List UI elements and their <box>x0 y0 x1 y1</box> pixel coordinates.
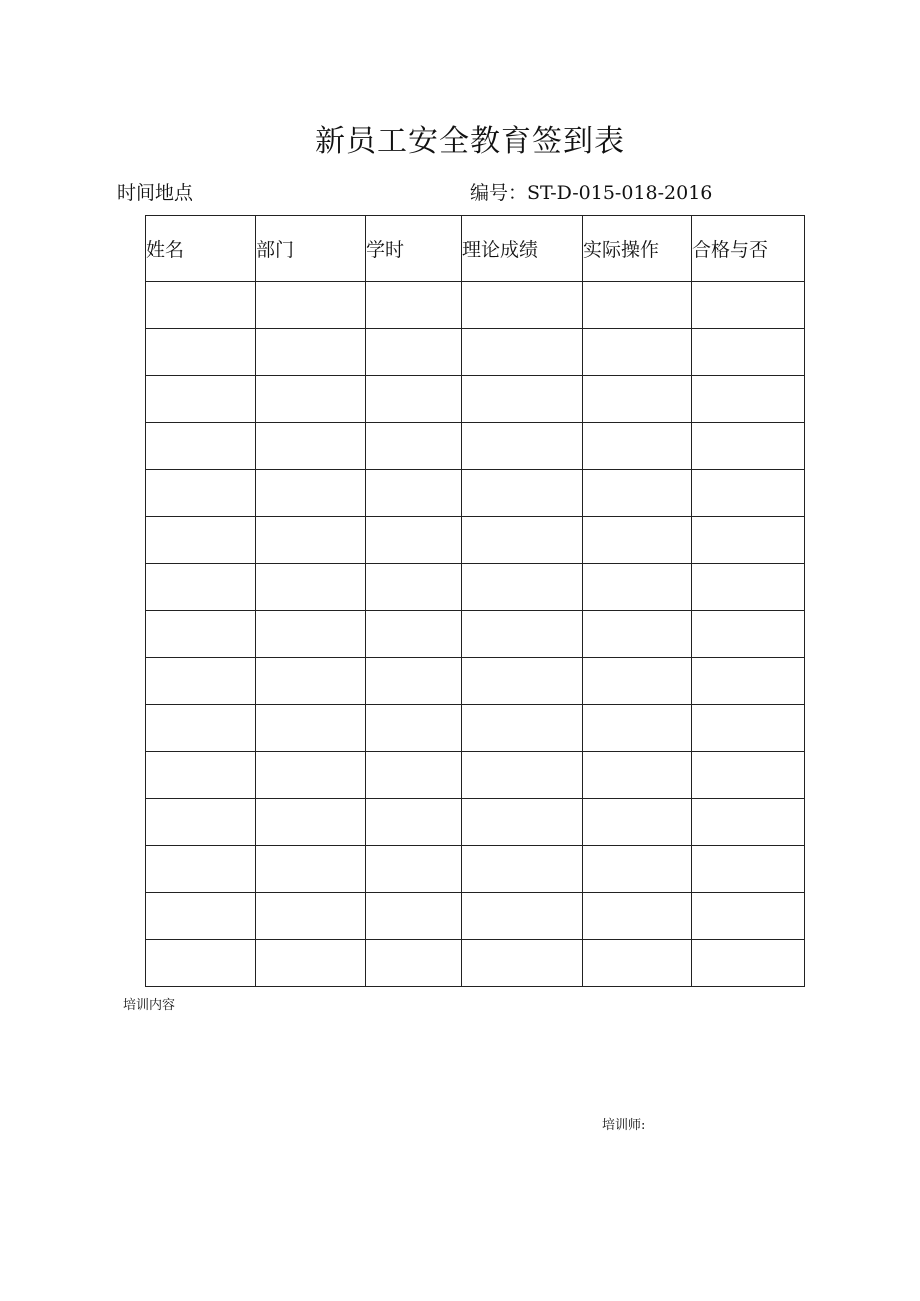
cell-pass[interactable] <box>692 940 805 987</box>
cell-department[interactable] <box>256 940 366 987</box>
cell-name[interactable] <box>146 329 256 376</box>
cell-pass[interactable] <box>692 376 805 423</box>
cell-theory-score[interactable] <box>462 846 583 893</box>
cell-practical[interactable] <box>583 329 692 376</box>
cell-theory-score[interactable] <box>462 893 583 940</box>
table-row <box>146 752 805 799</box>
cell-theory-score[interactable] <box>462 517 583 564</box>
cell-theory-score[interactable] <box>462 329 583 376</box>
cell-practical[interactable] <box>583 893 692 940</box>
cell-name[interactable] <box>146 376 256 423</box>
header-department: 部门 <box>256 216 366 282</box>
cell-theory-score[interactable] <box>462 282 583 329</box>
cell-department[interactable] <box>256 564 366 611</box>
cell-practical[interactable] <box>583 423 692 470</box>
cell-hours[interactable] <box>366 282 462 329</box>
cell-hours[interactable] <box>366 376 462 423</box>
table-row <box>146 329 805 376</box>
time-place-label: 时间地点 <box>117 182 194 204</box>
cell-name[interactable] <box>146 611 256 658</box>
cell-theory-score[interactable] <box>462 799 583 846</box>
cell-pass[interactable] <box>692 611 805 658</box>
cell-department[interactable] <box>256 517 366 564</box>
cell-pass[interactable] <box>692 470 805 517</box>
table-row <box>146 517 805 564</box>
cell-name[interactable] <box>146 846 256 893</box>
cell-theory-score[interactable] <box>462 752 583 799</box>
cell-hours[interactable] <box>366 893 462 940</box>
cell-practical[interactable] <box>583 282 692 329</box>
cell-pass[interactable] <box>692 658 805 705</box>
cell-department[interactable] <box>256 329 366 376</box>
cell-name[interactable] <box>146 517 256 564</box>
document-code: 编号：ST-D-015-018-2016 <box>470 182 713 204</box>
cell-department[interactable] <box>256 705 366 752</box>
cell-hours[interactable] <box>366 611 462 658</box>
cell-department[interactable] <box>256 470 366 517</box>
cell-hours[interactable] <box>366 423 462 470</box>
cell-practical[interactable] <box>583 611 692 658</box>
cell-pass[interactable] <box>692 752 805 799</box>
cell-name[interactable] <box>146 658 256 705</box>
cell-pass[interactable] <box>692 564 805 611</box>
cell-theory-score[interactable] <box>462 564 583 611</box>
cell-theory-score[interactable] <box>462 705 583 752</box>
cell-practical[interactable] <box>583 799 692 846</box>
cell-hours[interactable] <box>366 799 462 846</box>
table-body <box>146 282 805 987</box>
table-row <box>146 940 805 987</box>
cell-hours[interactable] <box>366 705 462 752</box>
cell-hours[interactable] <box>366 846 462 893</box>
cell-hours[interactable] <box>366 564 462 611</box>
cell-hours[interactable] <box>366 940 462 987</box>
cell-practical[interactable] <box>583 517 692 564</box>
table-row <box>146 611 805 658</box>
table-row <box>146 376 805 423</box>
table-row <box>146 282 805 329</box>
cell-hours[interactable] <box>366 470 462 517</box>
header-hours: 学时 <box>366 216 462 282</box>
cell-practical[interactable] <box>583 564 692 611</box>
cell-hours[interactable] <box>366 658 462 705</box>
cell-department[interactable] <box>256 752 366 799</box>
trainer-label: 培训师: <box>602 1118 646 1133</box>
cell-pass[interactable] <box>692 893 805 940</box>
cell-pass[interactable] <box>692 705 805 752</box>
cell-hours[interactable] <box>366 329 462 376</box>
cell-pass[interactable] <box>692 329 805 376</box>
header-practical: 实际操作 <box>583 216 692 282</box>
cell-hours[interactable] <box>366 517 462 564</box>
cell-department[interactable] <box>256 423 366 470</box>
cell-name[interactable] <box>146 282 256 329</box>
cell-theory-score[interactable] <box>462 940 583 987</box>
cell-name[interactable] <box>146 799 256 846</box>
cell-pass[interactable] <box>692 799 805 846</box>
table-row <box>146 564 805 611</box>
cell-name[interactable] <box>146 564 256 611</box>
cell-pass[interactable] <box>692 846 805 893</box>
header-theory-score: 理论成绩 <box>462 216 583 282</box>
page-title: 新员工安全教育签到表 <box>315 124 625 159</box>
table-row <box>146 846 805 893</box>
cell-department[interactable] <box>256 846 366 893</box>
cell-theory-score[interactable] <box>462 470 583 517</box>
cell-practical[interactable] <box>583 376 692 423</box>
cell-name[interactable] <box>146 752 256 799</box>
cell-pass[interactable] <box>692 517 805 564</box>
cell-pass[interactable] <box>692 423 805 470</box>
cell-name[interactable] <box>146 705 256 752</box>
cell-theory-score[interactable] <box>462 423 583 470</box>
table-row <box>146 470 805 517</box>
cell-practical[interactable] <box>583 846 692 893</box>
table-row <box>146 799 805 846</box>
cell-theory-score[interactable] <box>462 611 583 658</box>
header-name: 姓名 <box>146 216 256 282</box>
table-row <box>146 893 805 940</box>
cell-practical[interactable] <box>583 940 692 987</box>
sign-in-table <box>145 215 805 987</box>
cell-department[interactable] <box>256 799 366 846</box>
cell-name[interactable] <box>146 893 256 940</box>
table-row <box>146 705 805 752</box>
cell-pass[interactable] <box>692 282 805 329</box>
cell-name[interactable] <box>146 423 256 470</box>
cell-name[interactable] <box>146 940 256 987</box>
cell-practical[interactable] <box>583 470 692 517</box>
cell-department[interactable] <box>256 893 366 940</box>
cell-name[interactable] <box>146 470 256 517</box>
cell-department[interactable] <box>256 376 366 423</box>
header-pass: 合格与否 <box>692 216 805 282</box>
cell-department[interactable] <box>256 658 366 705</box>
table-row <box>146 423 805 470</box>
cell-department[interactable] <box>256 611 366 658</box>
table-header-row <box>146 216 805 282</box>
cell-practical[interactable] <box>583 752 692 799</box>
table-row <box>146 658 805 705</box>
cell-theory-score[interactable] <box>462 658 583 705</box>
cell-practical[interactable] <box>583 658 692 705</box>
cell-department[interactable] <box>256 282 366 329</box>
cell-practical[interactable] <box>583 705 692 752</box>
training-content-label: 培训内容 <box>123 998 176 1013</box>
cell-theory-score[interactable] <box>462 376 583 423</box>
cell-hours[interactable] <box>366 752 462 799</box>
